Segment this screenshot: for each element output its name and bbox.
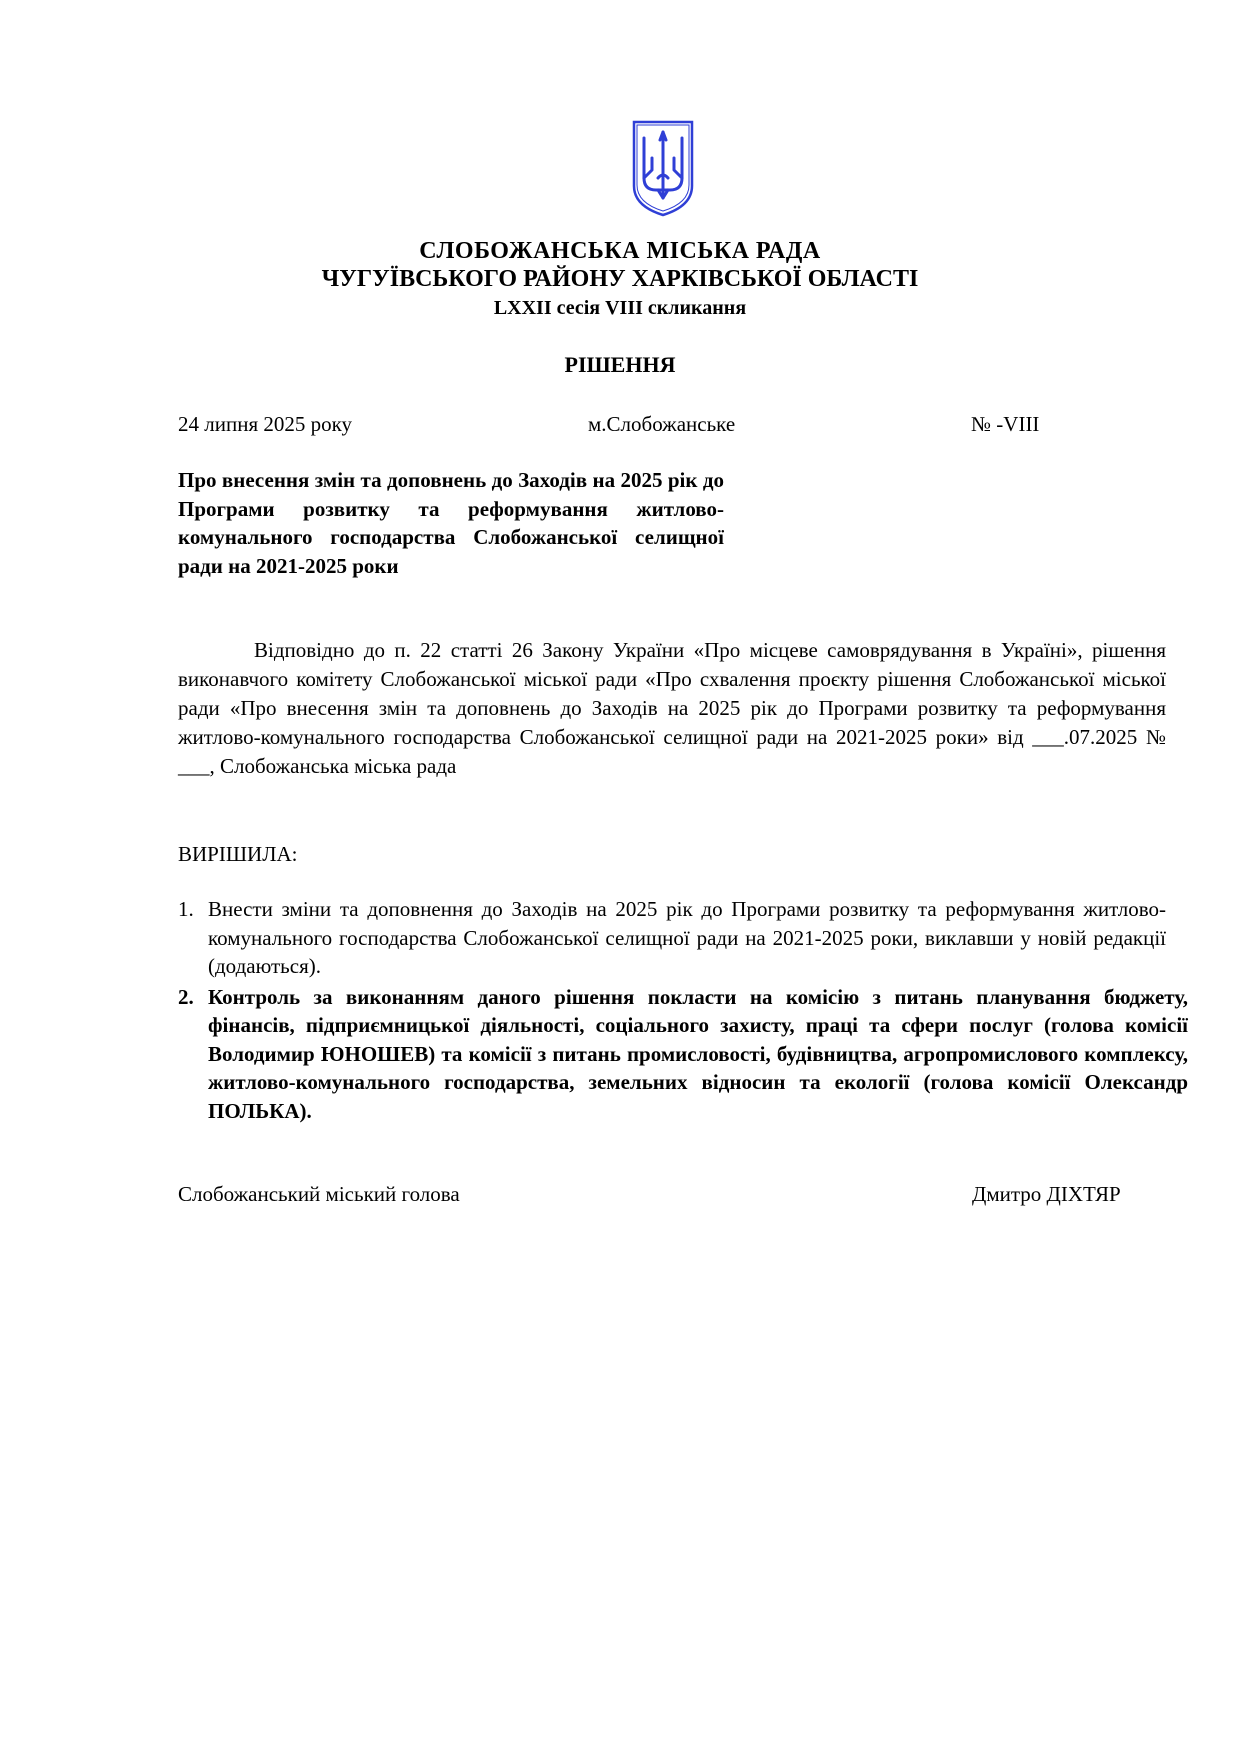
document-type-title: РІШЕННЯ — [564, 352, 676, 377]
dateline — [178, 412, 1058, 442]
list-item — [178, 895, 1166, 981]
preamble-paragraph: Відповідно до п. 22 статті 26 Закону України «Про місцеве самоврядування в Україні», рішення виконавчого комітету Слобожанської міської ради «Про схвалення проєкту рішення Слобожанської міської ради «Про внесення змін та доповнень до Заходів на 2025 рік до Програми розвитку та реформування житлово-комунального господарства Слобожанської селищної ради на 2021-2025 роки» від ___.07.2025 № ___, Слобожанська міська рада — [178, 638, 1166, 778]
decision-date: 24 липня 2025 року — [178, 412, 353, 436]
resolved-label: ВИРІШИЛА: — [178, 842, 298, 866]
coat-of-arms-trident-icon — [630, 118, 696, 218]
decision-subject: Про внесення змін та доповнень до Заходів на 2025 рік до Програми розвитку та реформування житлово-комунального господарства Слобожанської селищної ради на 2021-2025 роки — [178, 468, 724, 578]
list-item-text: Контроль за виконанням даного рішення покласти на комісію з питань планування бюджету, фінансів, підприємницької діяльності, соціального захисту, праці та сфери послуг (голова комісії Володимир ЮНОШЕВ) та комісії з питань промисловості, будівництва, агропромислового комплексу, житлово-комунального господарства, земельних відносин та екології (голова комісії Олександр ПОЛЬКА). — [208, 984, 1188, 1123]
decision-city: м.Слобожанське — [588, 412, 736, 436]
district-region-name: ЧУГУЇВСЬКОГО РАЙОНУ ХАРКІВСЬКОЇ ОБЛАСТІ — [321, 266, 919, 292]
signature-block — [178, 1182, 1138, 1212]
session-line: LXXII сесія VIII скликання — [493, 297, 747, 319]
decision-items-list — [178, 895, 1188, 1125]
signatory-name: Дмитро ДІХТЯР — [972, 1182, 1121, 1206]
list-item-text: Внести зміни та доповнення до Заходів на 2025 рік до Програми розвитку та реформування житлово-комунального господарства Слобожанської селищної ради на 2021-2025 роки, виклавши у новій редакції (додаються). — [208, 897, 1166, 978]
signatory-post: Слобожанський міський голова — [178, 1182, 460, 1206]
list-item-marker: 1. — [178, 897, 194, 921]
list-item — [178, 983, 1188, 1126]
list-item-marker: 2. — [178, 984, 194, 1009]
council-name: СЛОБОЖАНСЬКА МІСЬКА РАДА — [419, 238, 821, 264]
decision-number: № -VIII — [971, 412, 1040, 436]
